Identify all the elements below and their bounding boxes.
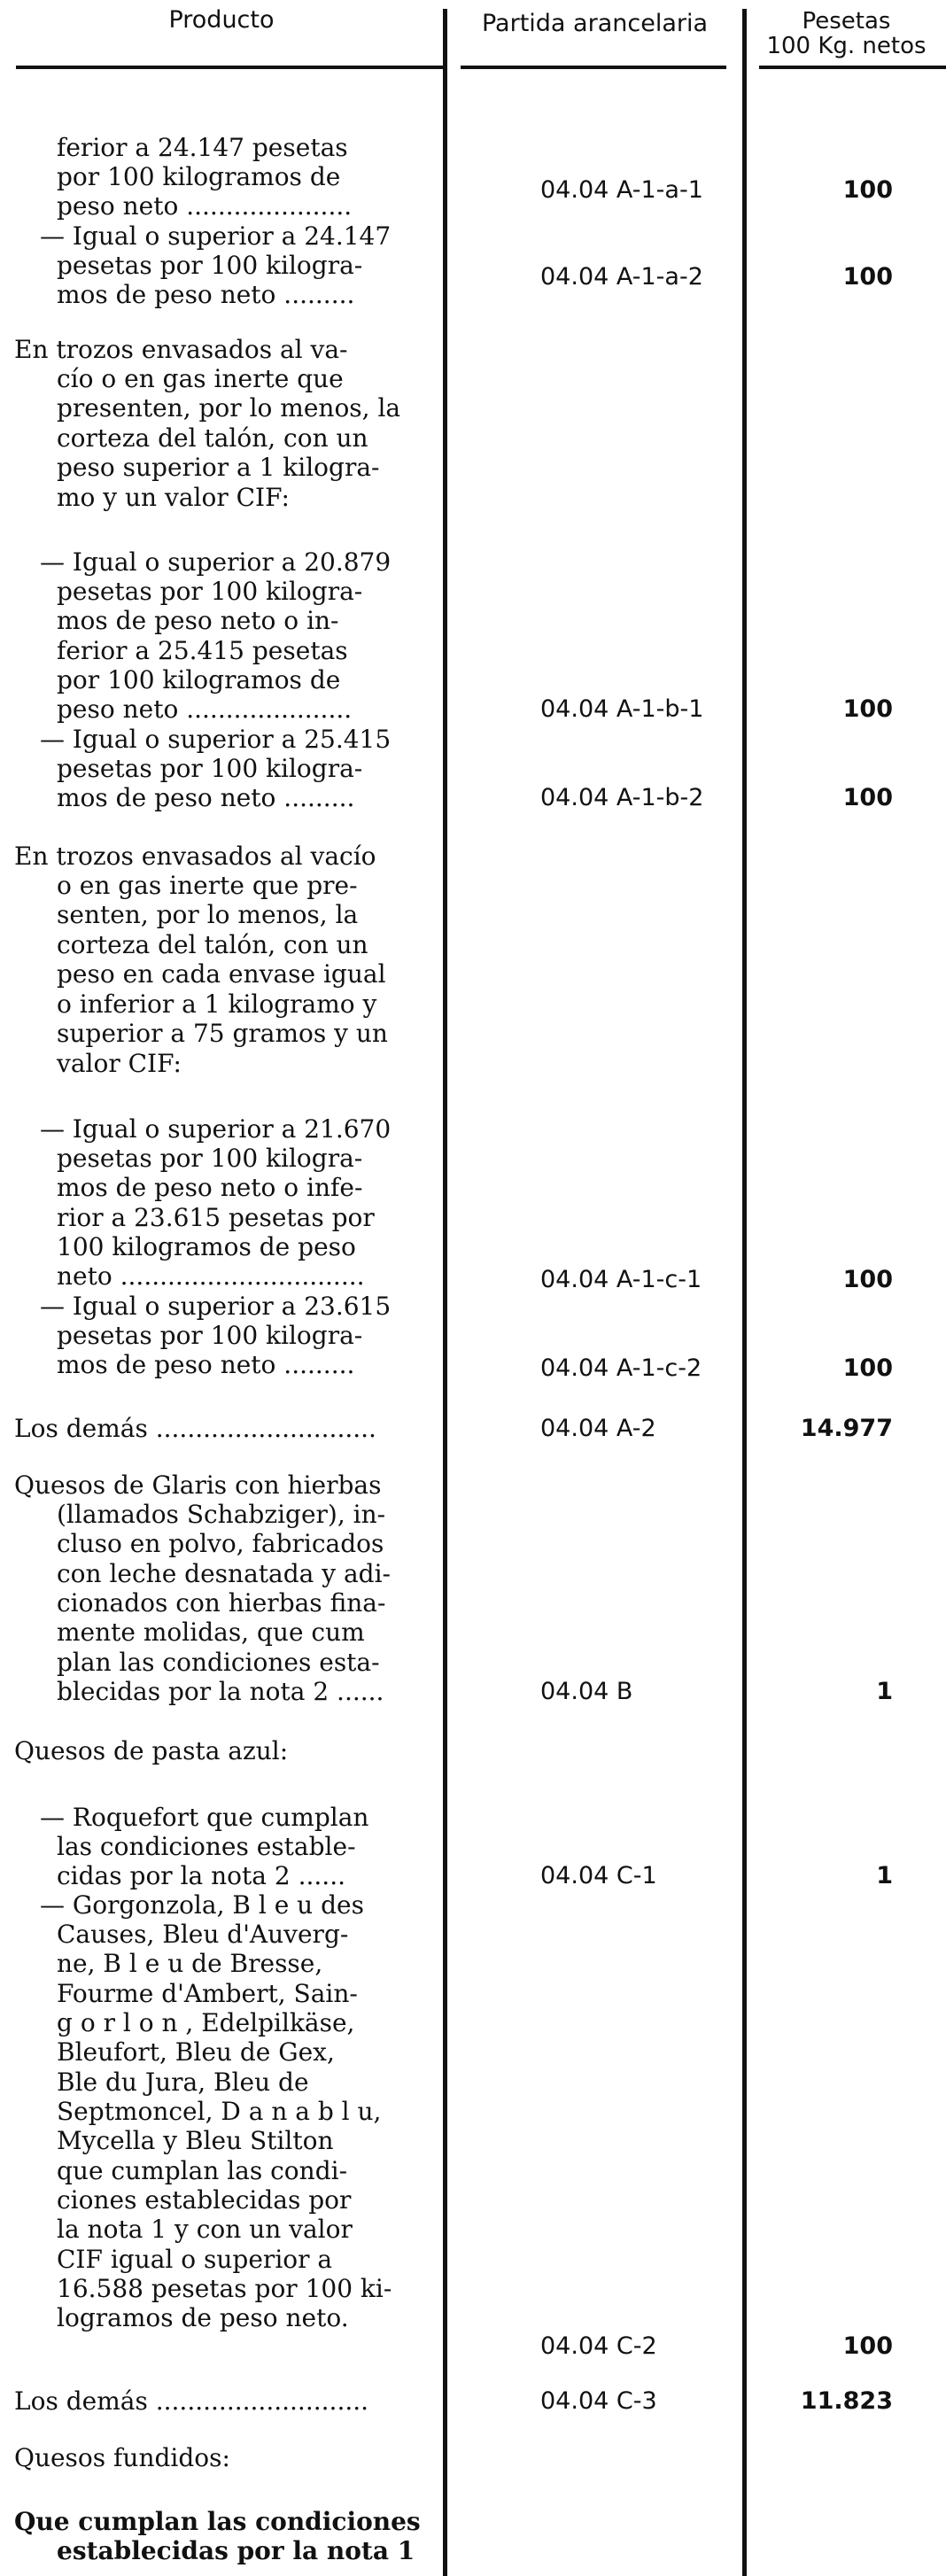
tariff-code: 04.04 A-1-c-1 [540, 1266, 702, 1293]
product-line: — Igual o superior a 25.415 [40, 725, 392, 754]
product-line: establecidas por la nota 1 [57, 2536, 415, 2565]
product-line: cluso en polvo, fabricados [57, 1529, 384, 1558]
header-partida-arancelaria: Partida arancelaria [481, 10, 709, 37]
product-line: Septmoncel, D a n a b l u, [57, 2097, 382, 2126]
tariff-code: 04.04 B [540, 1678, 633, 1705]
product-line: logramos de peso neto. [57, 2303, 349, 2332]
product-line: por 100 kilogramos de [57, 162, 341, 191]
product-line: — Igual o superior a 20.879 [40, 547, 392, 577]
product-line: En trozos envasados al va- [14, 335, 348, 364]
product-line: neto ............................... [57, 1261, 365, 1291]
product-line: ferior a 25.415 pesetas [57, 636, 348, 665]
product-line: — Roquefort que cumplan [40, 1803, 369, 1832]
tariff-code: 04.04 A-2 [540, 1415, 656, 1442]
header-underline-producto [16, 66, 443, 69]
product-line: o en gas inerte que pre- [57, 871, 358, 900]
product-line: Quesos de pasta azul: [14, 1736, 289, 1765]
product-line: pesetas por 100 kilogra- [57, 251, 363, 280]
pesetas-value: 100 [842, 176, 893, 204]
product-line: blecidas por la nota 2 ...... [57, 1677, 384, 1706]
product-line: mos de peso neto ......... [57, 280, 355, 309]
product-line: cío o en gas inerte que [57, 364, 344, 393]
product-line: mos de peso neto ......... [57, 1350, 355, 1379]
product-line: mos de peso neto o infe- [57, 1173, 363, 1202]
product-line: — Igual o superior a 24.147 [40, 221, 392, 251]
product-line: presenten, por lo menos, la [57, 393, 401, 423]
product-line: peso neto ..................... [57, 694, 353, 724]
header-underline-partida [461, 66, 726, 69]
pesetas-value: 14.977 [800, 1415, 893, 1442]
product-line: mo y un valor CIF: [57, 483, 290, 512]
pesetas-value: 100 [842, 1266, 893, 1293]
product-line: cidas por la nota 2 ...... [57, 1861, 345, 1890]
product-line: — Gorgonzola, B l e u des [40, 1890, 364, 1920]
tariff-code: 04.04 C-2 [540, 2332, 657, 2360]
product-line: pesetas por 100 kilogra- [57, 1321, 363, 1350]
product-line: pesetas por 100 kilogra- [57, 577, 363, 606]
product-line: Que cumplan las condiciones [14, 2507, 421, 2536]
tariff-code: 04.04 A-1-b-2 [540, 784, 704, 811]
product-line: plan las condiciones esta- [57, 1648, 380, 1677]
product-line: peso superior a 1 kilogra- [57, 453, 380, 482]
product-line: las condiciones estable- [57, 1832, 356, 1861]
product-line: CIF igual o superior a [57, 2245, 333, 2274]
product-line: la nota 1 y con un valor [57, 2215, 353, 2244]
product-line: Fourme d'Ambert, Sain- [57, 1979, 358, 2008]
pesetas-value: 100 [842, 784, 893, 811]
product-line: Causes, Bleu d'Auverg- [57, 1920, 349, 1949]
tariff-code: 04.04 A-1-a-1 [540, 176, 703, 204]
product-line: 16.588 pesetas por 100 ki- [57, 2274, 392, 2303]
pesetas-value: 100 [842, 263, 893, 291]
pesetas-value: 1 [876, 1862, 893, 1889]
header-producto: Producto [168, 6, 275, 34]
product-line: superior a 75 gramos y un [57, 1019, 388, 1048]
product-line: Ble du Jura, Bleu de [57, 2068, 309, 2097]
product-line: g o r l o n , Edelpilkäse, [57, 2008, 355, 2037]
column-divider-left [443, 9, 447, 2576]
product-line: mos de peso neto ......... [57, 783, 355, 812]
product-line: corteza del talón, con un [57, 930, 368, 959]
product-line: por 100 kilogramos de [57, 665, 341, 694]
header-underline-pesetas [759, 66, 946, 69]
product-line: — Igual o superior a 21.670 [40, 1114, 392, 1144]
product-line: (llamados Schabziger), in- [57, 1500, 386, 1529]
product-line: Los demás ........................... [14, 2386, 369, 2416]
tariff-code: 04.04 C-3 [540, 2387, 657, 2415]
product-line: senten, por lo menos, la [57, 900, 359, 929]
header-pesetas-line2: 100 Kg. netos [766, 33, 927, 59]
pesetas-value: 1 [876, 1678, 893, 1705]
product-line: que cumplan las condi- [57, 2156, 348, 2185]
product-line: Quesos de Glaris con hierbas [14, 1470, 382, 1500]
product-line: cionados con hierbas fina- [57, 1588, 386, 1618]
product-line: Quesos fundidos: [14, 2443, 230, 2472]
tariff-code: 04.04 A-1-c-2 [540, 1354, 702, 1382]
header-pesetas-line1: Pesetas [802, 8, 891, 35]
product-line: mente molidas, que cum [57, 1618, 365, 1647]
product-line: corteza del talón, con un [57, 423, 368, 453]
product-line: pesetas por 100 kilogra- [57, 1144, 363, 1173]
product-line: peso en cada envase igual [57, 959, 386, 989]
product-line: peso neto ..................... [57, 191, 353, 221]
product-line: o inferior a 1 kilogramo y [57, 989, 377, 1019]
pesetas-value: 100 [842, 695, 893, 723]
product-line: ferior a 24.147 pesetas [57, 133, 348, 162]
pesetas-value: 11.823 [800, 2387, 893, 2415]
product-line: ciones establecidas por [57, 2185, 352, 2215]
product-line: Bleufort, Bleu de Gex, [57, 2037, 335, 2067]
product-line: — Igual o superior a 23.615 [40, 1292, 392, 1321]
product-line: 100 kilogramos de peso [57, 1232, 356, 1261]
product-line: ne, B l e u de Bresse, [57, 1949, 323, 1978]
product-line: rior a 23.615 pesetas por [57, 1203, 375, 1232]
product-line: En trozos envasados al vacío [14, 842, 376, 871]
product-line: Mycella y Bleu Stilton [57, 2126, 334, 2155]
product-line: valor CIF: [57, 1049, 182, 1078]
pesetas-value: 100 [842, 1354, 893, 1382]
tariff-code: 04.04 A-1-a-2 [540, 263, 703, 291]
tariff-code: 04.04 A-1-b-1 [540, 695, 704, 723]
product-line: pesetas por 100 kilogra- [57, 754, 363, 783]
product-line: con leche desnatada y adi- [57, 1559, 391, 1588]
pesetas-value: 100 [842, 2332, 893, 2360]
header-pesetas [747, 9, 946, 58]
tariff-code: 04.04 C-1 [540, 1862, 657, 1889]
product-line: mos de peso neto o in- [57, 606, 339, 635]
product-line: Los demás ............................ [14, 1414, 376, 1443]
